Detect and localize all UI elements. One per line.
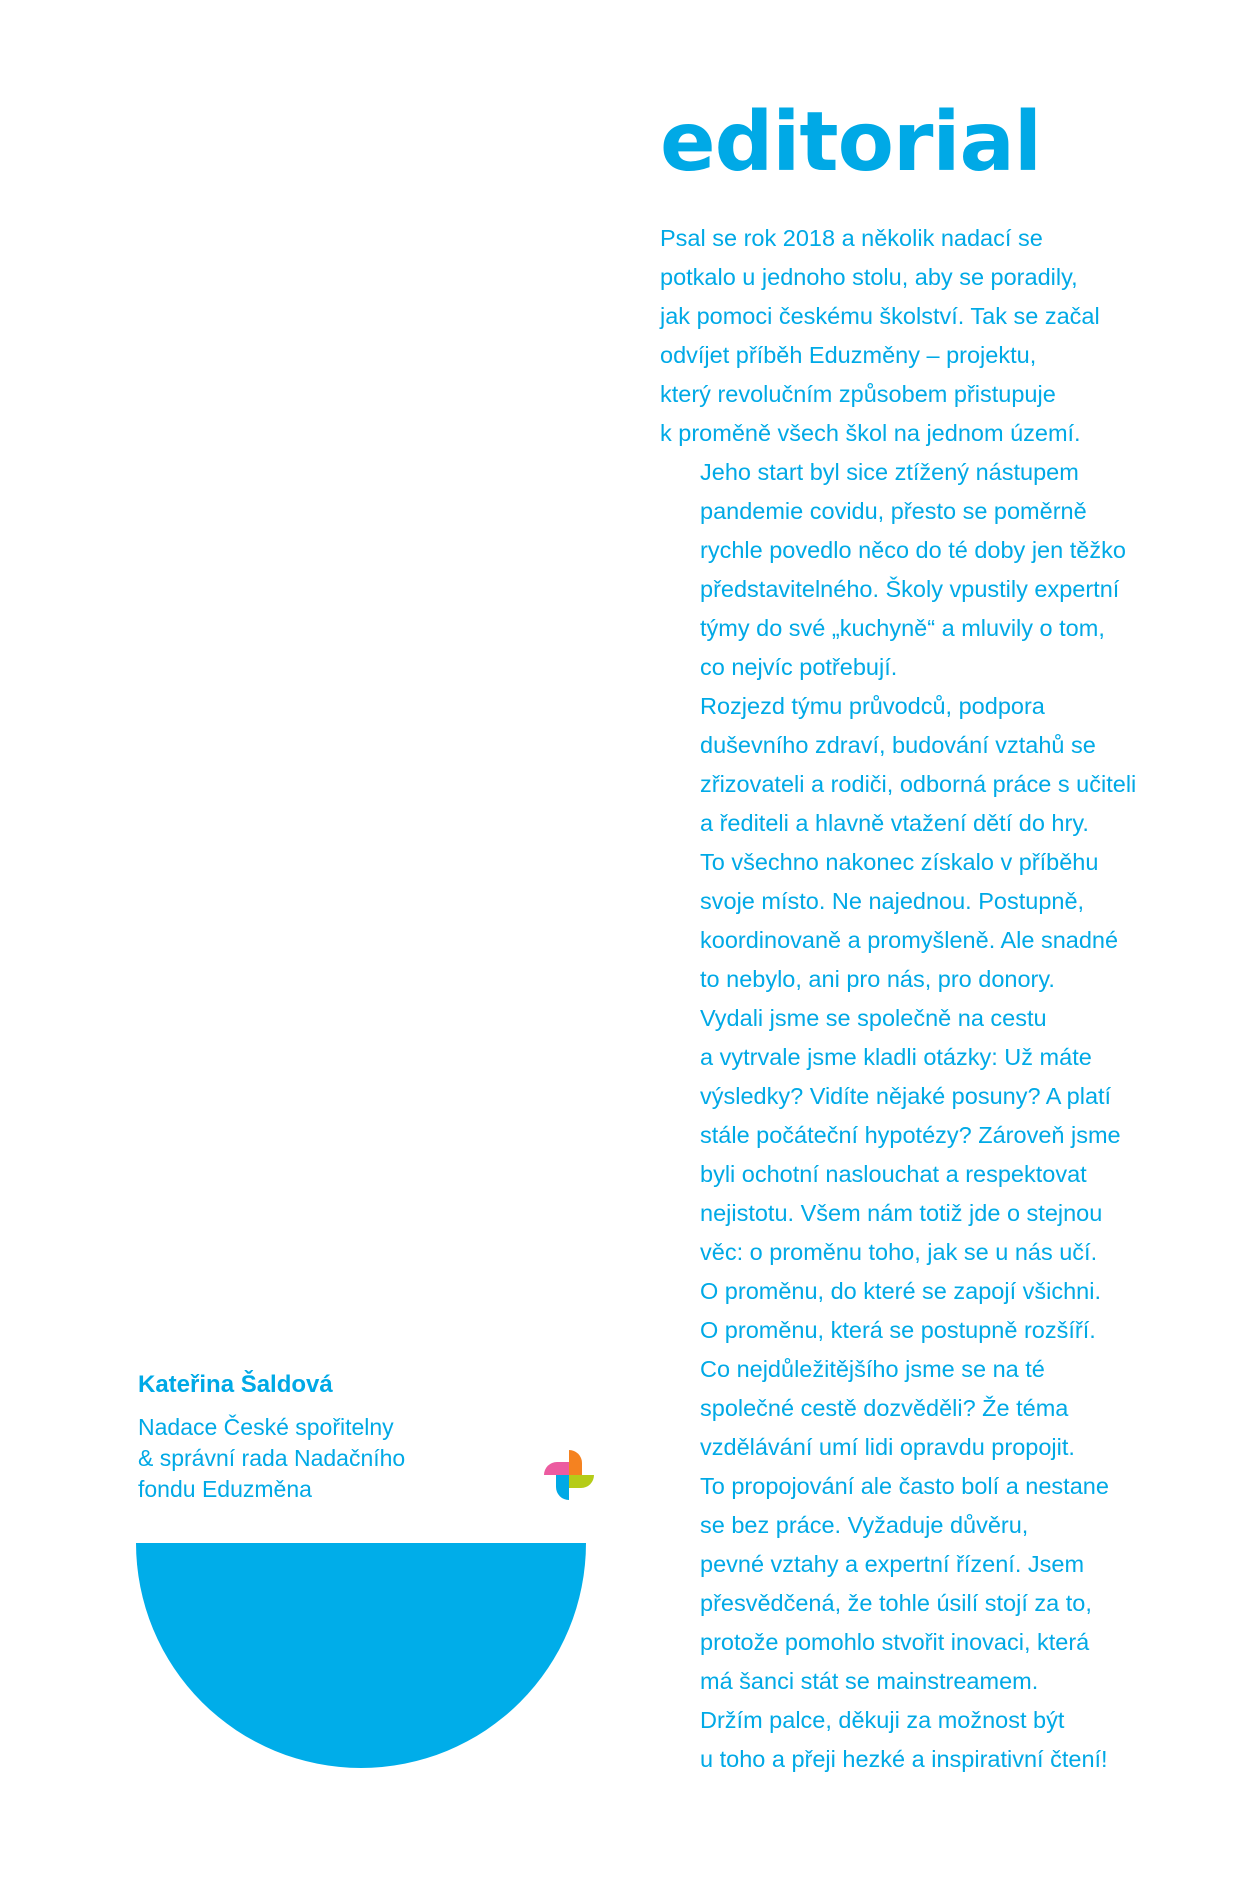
text-line: rychle povedlo něco do té doby jen těžko xyxy=(700,537,1126,563)
pinwheel-logo-icon xyxy=(540,1446,598,1504)
text-line: Co nejdůležitějšího jsme se na té xyxy=(700,1356,1045,1382)
text-line: k proměně všech škol na jednom území. xyxy=(660,420,1081,446)
pinwheel-petal-green xyxy=(569,1475,594,1488)
pinwheel-petal-orange xyxy=(569,1450,582,1475)
text-line: Psal se rok 2018 a několik nadací se xyxy=(660,225,1043,251)
text-line: který revolučním způsobem přistupuje xyxy=(660,381,1056,407)
text-line: to nebylo, ani pro nás, pro donory. xyxy=(700,966,1055,992)
text-line: u toho a přeji hezké a inspirativní čtení! xyxy=(700,1746,1108,1772)
text-line: Rozjezd týmu průvodců, podpora xyxy=(700,693,1045,719)
text-line: věc: o proměnu toho, jak se u nás učí. xyxy=(700,1239,1098,1265)
text-line: týmy do své „kuchyně“ a mluvily o tom, xyxy=(700,615,1105,641)
half-circle-shape xyxy=(136,1543,586,1768)
text-line: výsledky? Vidíte nějaké posuny? A platí xyxy=(700,1083,1112,1109)
text-line: To propojování ale často bolí a nestane xyxy=(700,1473,1109,1499)
paragraph-4 xyxy=(660,999,1130,1350)
text-line: co nejvíc potřebují. xyxy=(700,654,898,680)
author-role xyxy=(138,1412,468,1505)
text-line: má šanci stát se mainstreamem. xyxy=(700,1668,1039,1694)
editorial-article xyxy=(660,219,1137,1779)
text-line: O proměnu, do které se zapojí všichni. xyxy=(700,1278,1102,1304)
author-block xyxy=(138,1370,468,1505)
text-line: se bez práce. Vyžaduje důvěru, xyxy=(700,1512,1029,1538)
text-line: a vytrvale jsme kladli otázky: Už máte xyxy=(700,1044,1092,1070)
text-line: jak pomoci českému školství. Tak se začal xyxy=(660,303,1100,329)
pinwheel-petal-blue xyxy=(556,1475,569,1500)
text-line: O proměnu, která se postupně rozšíří. xyxy=(700,1317,1096,1343)
text-line: To všechno nakonec získalo v příběhu xyxy=(700,849,1099,875)
page-title: editorial xyxy=(660,95,1041,190)
text-line: pandemie covidu, přesto se poměrně xyxy=(700,498,1087,524)
text-line: koordinovaně a promyšleně. Ale snadné xyxy=(700,927,1119,953)
author-role-line: & správní rada Nadačního xyxy=(138,1445,406,1471)
text-line: Držím palce, děkuji za možnost být xyxy=(700,1707,1065,1733)
text-line: Jeho start byl sice ztížený nástupem xyxy=(700,459,1079,485)
paragraph-1 xyxy=(660,219,1130,453)
text-line: duševního zdraví, budování vztahů se xyxy=(700,732,1096,758)
author-role-line: Nadace České spořitelny xyxy=(138,1414,394,1440)
author-role-line: fondu Eduzměna xyxy=(138,1476,312,1502)
pinwheel-petal-pink xyxy=(544,1462,569,1475)
text-line: byli ochotní naslouchat a respektovat xyxy=(700,1161,1087,1187)
text-line: svoje místo. Ne najednou. Postupně, xyxy=(700,888,1085,914)
text-line: stále počáteční hypotézy? Zároveň jsme xyxy=(700,1122,1121,1148)
text-line: společné cestě dozvěděli? Že téma xyxy=(700,1395,1069,1421)
text-line: Vydali jsme se společně na cestu xyxy=(700,1005,1047,1031)
text-line: přesvědčená, že tohle úsilí stojí za to, xyxy=(700,1590,1092,1616)
text-line: potkalo u jednoho stolu, aby se poradily, xyxy=(660,264,1078,290)
text-line: odvíjet příběh Eduzměny – projektu, xyxy=(660,342,1037,368)
text-line: protože pomohlo stvořit inovaci, která xyxy=(700,1629,1090,1655)
text-line: zřizovateli a rodiči, odborná práce s učiteli xyxy=(700,771,1137,797)
text-line: vzdělávání umí lidi opravdu propojit. xyxy=(700,1434,1075,1460)
paragraph-2 xyxy=(660,453,1130,687)
text-line: nejistotu. Všem nám totiž jde o stejnou xyxy=(700,1200,1103,1226)
text-line: představitelného. Školy vpustily expertní xyxy=(700,576,1120,602)
decorative-half-circle xyxy=(136,1543,586,1768)
author-name: Kateřina Šaldová xyxy=(138,1371,333,1398)
paragraph-3 xyxy=(660,687,1137,999)
paragraph-5 xyxy=(660,1350,1130,1701)
text-line: a řediteli a hlavně vtažení dětí do hry. xyxy=(700,810,1089,836)
text-line: pevné vztahy a expertní řízení. Jsem xyxy=(700,1551,1085,1577)
paragraph-6 xyxy=(660,1701,1130,1779)
